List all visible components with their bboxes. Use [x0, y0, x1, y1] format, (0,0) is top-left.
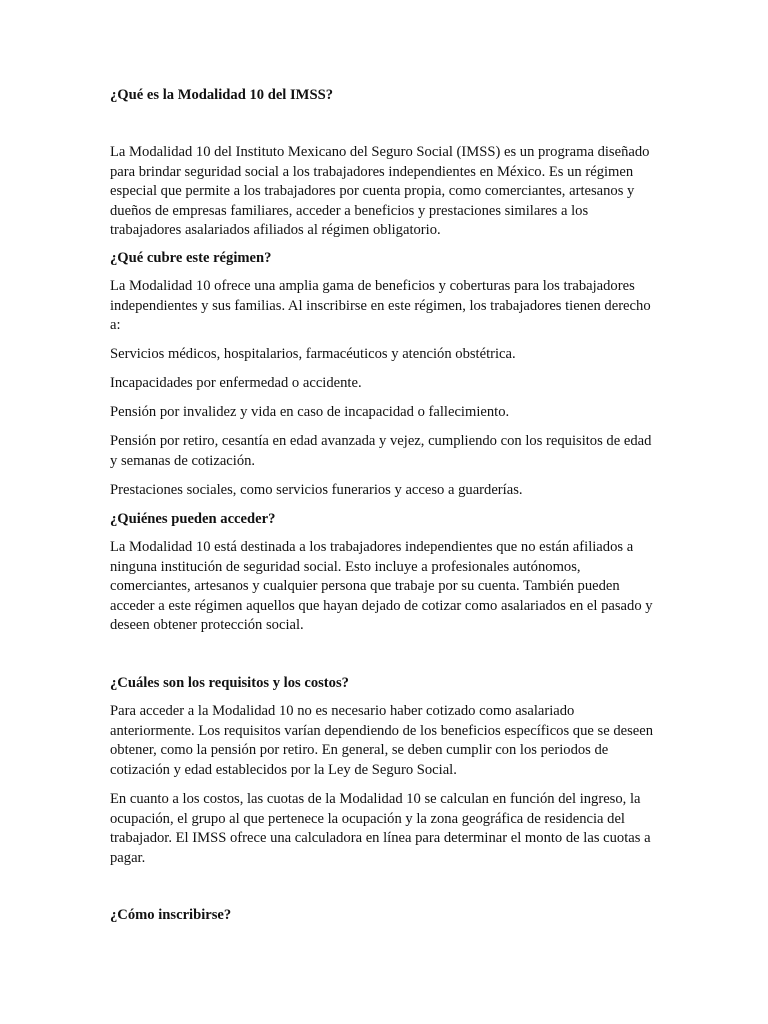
paragraph-requirements: Para acceder a la Modalidad 10 no es necesario haber cotizado como asalariado anteriormente. Los requisitos varían dependiendo de los beneficios específicos que se deseen obtener, como la pensión por retiro. En general, se deben cumplir con los periodos de cotización y edad establecidos por la Ley de Seguro Social.: [110, 703, 654, 778]
paragraph-coverage: La Modalidad 10 ofrece una amplia gama de beneficios y coberturas para los trabajadores independientes y sus familias. Al inscribirse en este régimen, los trabajadores tienen derecho a:: [110, 278, 651, 333]
benefit-item: Prestaciones sociales, como servicios funerarios y acceso a guarderías.: [110, 482, 523, 498]
heading-requisitos: ¿Cuáles son los requisitos y los costos?: [110, 675, 349, 691]
paragraph-costs: En cuanto a los costos, las cuotas de la Modalidad 10 se calculan en función del ingreso, la ocupación, el grupo al que pertenece la ocupación y la zona geográfica de residencia del trabajador. El IMSS ofrece una calculadora en línea para determinar el monto de las cuotas a pagar.: [110, 791, 651, 866]
benefit-item: Pensión por invalidez y vida en caso de incapacidad o fallecimiento.: [110, 404, 510, 420]
heading-como-inscribirse: ¿Cómo inscribirse?: [110, 907, 232, 923]
paragraph-intro: La Modalidad 10 del Instituto Mexicano del Seguro Social (IMSS) es un programa diseñado para brindar seguridad social a los trabajadores independientes en México. Es un régimen especial que permite a los trabajadores por cuenta propia, como comerciantes, artesanos y dueños de empresas familiares, acceder a beneficios y prestaciones similares a los trabajadores asalariados afiliados al régimen obligatorio.: [110, 144, 650, 238]
benefit-item: Incapacidades por enfermedad o accidente.: [110, 375, 362, 391]
benefit-item: Servicios médicos, hospitalarios, farmacéuticos y atención obstétrica.: [110, 346, 516, 362]
heading-que-es: ¿Qué es la Modalidad 10 del IMSS?: [110, 87, 333, 103]
benefit-item: Pensión por retiro, cesantía en edad avanzada y vejez, cumpliendo con los requisitos de edad y semanas de cotización.: [110, 433, 652, 469]
heading-que-cubre: ¿Qué cubre este régimen?: [110, 250, 272, 266]
heading-quienes: ¿Quiénes pueden acceder?: [110, 511, 276, 527]
paragraph-eligibility: La Modalidad 10 está destinada a los trabajadores independientes que no están afiliados a ninguna institución de seguridad social. Esto incluye a profesionales autónomos, comerciantes, artesanos y cualquier persona que trabaje por su cuenta. También pueden acceder a este régimen aquellos que hayan dejado de cotizar como asalariados en el pasado y deseen obtener protección social.: [110, 539, 653, 633]
